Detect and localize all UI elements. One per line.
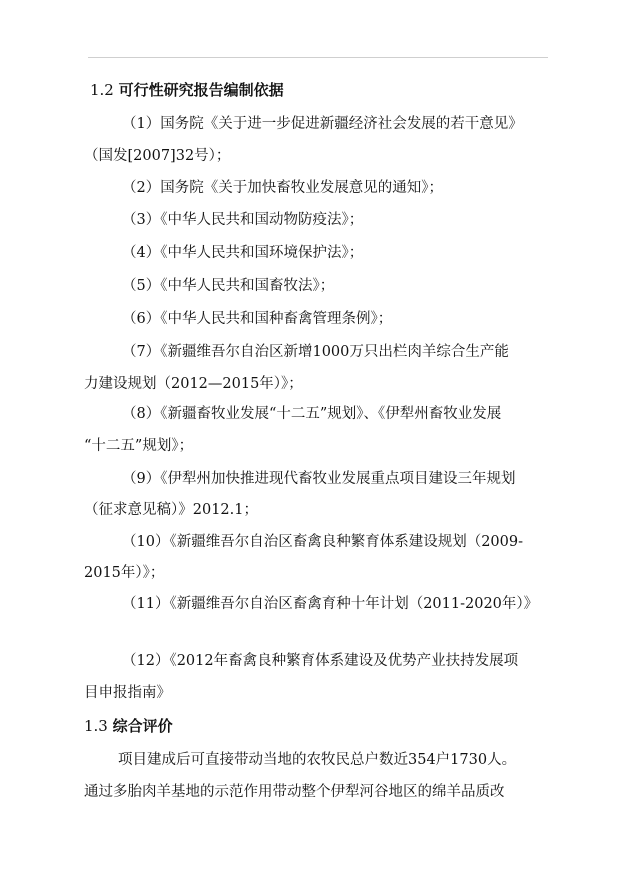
basis-item-3: （3）《中华人民共和国动物防疫法》； [122,212,364,228]
basis-item-2: （2）国务院《关于加快畜牧业发展意见的通知》； [122,180,443,196]
evaluation-paragraph-line-2: 通过多胎肉羊基地的示范作用带动整个伊犁河谷地区的绵羊品质改 [84,784,505,800]
basis-item-8-cont: “十二五”规划》； [84,438,194,454]
basis-item-12-cont: 目申报指南》 [84,685,171,701]
basis-item-1: （1）国务院《关于进一步促进新疆经济社会发展的若干意见》 [122,116,523,132]
basis-item-9-cont: （征求意见稿）》2012.1； [84,502,258,518]
basis-item-7-cont: 力建设规划（2012—2015年）》； [84,376,303,392]
section-number: 1.2 [90,81,114,99]
header-rule [88,57,548,58]
basis-item-8: （8）《新疆畜牧业发展“十二五”规划》、《伊犁州畜牧业发展 [122,406,502,422]
basis-item-6: （6）《中华人民共和国种畜禽管理条例》； [122,311,393,327]
basis-item-4: （4）《中华人民共和国环境保护法》； [122,245,364,261]
section-title: 可行性研究报告编制依据 [118,81,284,99]
section-heading-1-3 [84,716,173,736]
basis-item-12: （12）《2012年畜禽良种繁育体系建设及优势产业扶持发展项 [122,653,519,669]
basis-item-5: （5）《中华人民共和国畜牧法》； [122,278,335,294]
basis-item-1-cont: （国发[2007]32号）； [84,148,231,164]
basis-item-11: （11）《新疆维吾尔自治区畜禽育种十年计划（2011-2020年）》 [122,596,539,612]
section-title: 综合评价 [112,717,173,735]
section-heading-1-2 [90,80,284,100]
basis-item-7: （7）《新疆维吾尔自治区新增1000万只出栏肉羊综合生产能 [122,344,509,360]
section-number: 1.3 [84,717,108,735]
basis-item-10-cont: 2015年）》； [84,565,165,581]
basis-item-9: （9）《伊犁州加快推进现代畜牧业发展重点项目建设三年规划 [122,471,516,487]
evaluation-paragraph-line-1: 项目建成后可直接带动当地的农牧民总户数近354户1730人。 [118,752,517,768]
basis-item-10: （10）《新疆维吾尔自治区畜禽良种繁育体系建设规划（2009- [122,534,523,550]
